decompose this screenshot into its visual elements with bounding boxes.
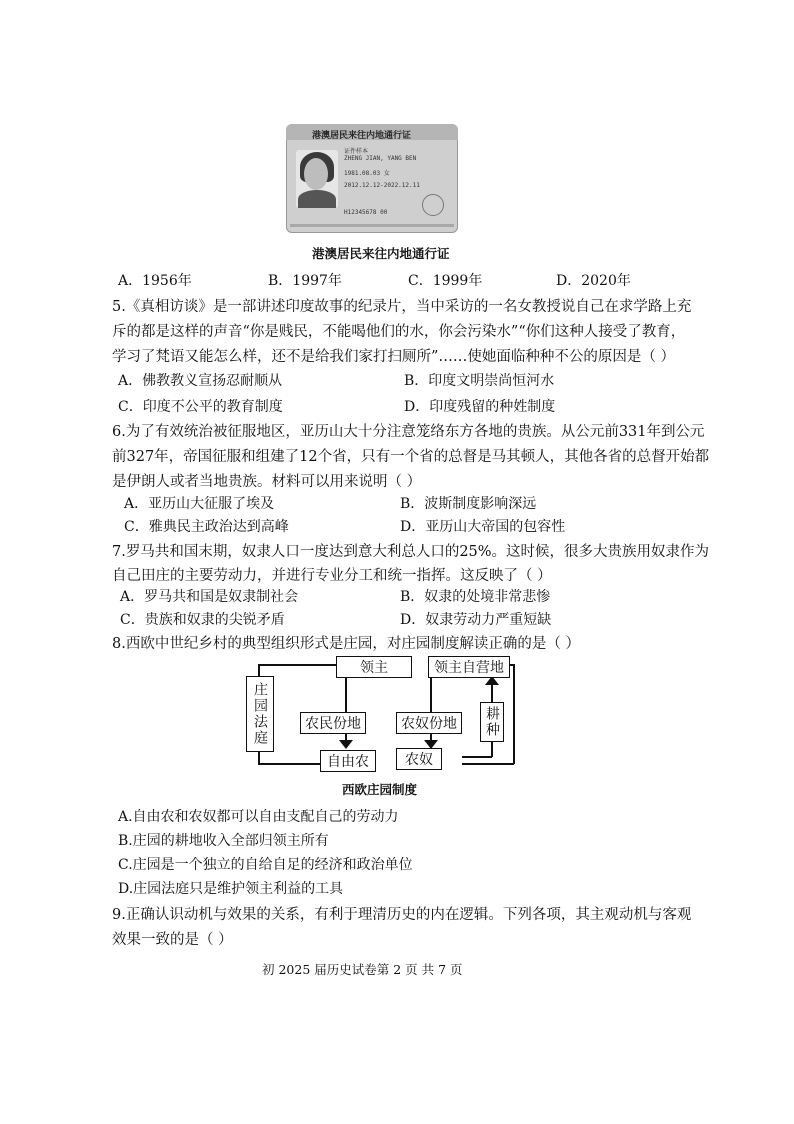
card-photo-face	[304, 158, 328, 190]
q6-option-c: C．雅典民主政治达到高峰	[124, 519, 289, 535]
diagram-line	[430, 676, 432, 712]
q7-option-d: D．奴隶劳动力严重短缺	[400, 612, 552, 628]
q6-stem-line: 是伊朗人或者当地贵族。材料可以用来说明（ ）	[112, 474, 422, 490]
q7-option-c: C．贵族和奴隶的尖锐矛盾	[120, 612, 285, 628]
q4-option-b: B．1997年	[268, 273, 342, 289]
arrow-down-icon	[339, 740, 353, 750]
q4-option-c: C．1999年	[408, 273, 483, 289]
card-caption: 港澳居民来往内地通行证	[312, 246, 450, 261]
q4-option-d: D．2020年	[556, 273, 631, 289]
card-photo-shoulder	[298, 190, 336, 208]
card-line: ZHENG JIAN, YANG BEN	[344, 155, 417, 162]
q6-option-a: A．亚历山大征服了埃及	[124, 496, 275, 512]
q4-option-a: A．1956年	[118, 273, 192, 289]
diagram-line	[345, 676, 347, 712]
box-manor-court: 庄园法庭	[246, 676, 274, 752]
diagram-line	[258, 664, 338, 666]
diagram-line	[513, 664, 515, 764]
q8-option-d: D.庄园法庭只是维护领主利益的工具	[118, 881, 344, 897]
q5-stem-line: 学习了梵语又能怎么样，还不是给我们家打扫厕所”……使她面临种种不公的原因是（ ）	[112, 349, 676, 365]
q8-option-c: C.庄园是一个独立的自给自足的经济和政治单位	[118, 857, 413, 873]
box-free-peasant: 自由农	[320, 750, 376, 772]
diagram-caption: 西欧庄园制度	[342, 782, 418, 797]
diagram-line	[462, 763, 514, 765]
q5-option-c: C．印度不公平的教育制度	[118, 399, 283, 415]
q8-stem: 8.西欧中世纪乡村的典型组织形式是庄园，对庄园制度解读正确的是（ ）	[112, 636, 580, 652]
diagram-line	[462, 756, 492, 758]
page-footer: 初 2025 届历史试卷第 2 页 共 7 页	[262, 962, 463, 977]
diagram-line	[258, 763, 320, 765]
q9-stem-line: 9.正确认识动机与效果的关系，有利于理清历史的内在逻辑。下列各项，其主观动机与客观	[112, 907, 692, 923]
box-lord: 领主	[336, 656, 412, 678]
q5-option-a: A．佛教教义宣扬忍耐顺从	[118, 373, 283, 389]
q9-stem-line: 效果一致的是（ ）	[112, 932, 233, 948]
q6-stem-line: 前327年，帝国征服和组建了12个省，只有一个省的总督是马其顿人，其他各省的总督开始都	[112, 449, 710, 465]
card-strip	[290, 224, 454, 227]
q6-option-d: D．亚历山大帝国的包容性	[400, 519, 566, 535]
card-line: 2012.12.12-2022.12.11	[344, 182, 420, 189]
q8-option-b: B.庄园的耕地收入全部归领主所有	[118, 833, 329, 849]
q5-option-b: B．印度文明崇尚恒河水	[404, 373, 555, 389]
diagram-line	[491, 740, 493, 757]
card-line: 1981.08.03 女	[344, 170, 390, 177]
q7-stem-line: 7.罗马共和国末期，奴隶人口一度达到意大利总人口的25%。这时候，很多大贵族用奴隶作为	[112, 544, 710, 560]
q6-stem-line: 6.为了有效统治被征服地区，亚历山大十分注意笼络东方各地的贵族。从公元前331年到公元	[112, 424, 705, 440]
q7-option-b: B．奴隶的处境非常悲惨	[400, 589, 551, 605]
q7-stem-line: 自己田庄的主要劳动力，并进行专业分工和统一指挥。这反映了（ ）	[112, 568, 552, 584]
box-serf-plot: 农奴份地	[396, 712, 462, 734]
box-serf: 农奴	[396, 748, 442, 770]
q8-option-a: A.自由农和农奴都可以自由支配自己的劳动力	[118, 809, 399, 825]
q5-stem-line: 5.《真相访谈》是一部讲述印度故事的纪录片，当中采访的一名女教授说自己在求学路上充	[112, 299, 692, 315]
id-card-image	[286, 124, 458, 233]
box-cultivate: 耕种	[480, 702, 504, 742]
card-line: 证件样本	[344, 148, 369, 155]
card-line: H12345678 00	[344, 209, 388, 216]
q5-stem-line: 斥的都是这样的声音“你是贱民，不能喝他们的水，你会污染水”“你们这种人接受了教育，	[112, 324, 686, 340]
card-seal	[422, 194, 444, 216]
card-title: 港澳居民来往内地通行证	[312, 131, 412, 141]
box-peasant-plot: 农民份地	[300, 712, 366, 734]
diagram-line	[258, 664, 260, 676]
box-lord-demesne: 领主自营地	[428, 656, 510, 678]
q7-option-a: A．罗马共和国是奴隶制社会	[120, 589, 299, 605]
q5-option-d: D．印度残留的种姓制度	[404, 399, 556, 415]
q6-option-b: B．波斯制度影响深远	[400, 496, 537, 512]
